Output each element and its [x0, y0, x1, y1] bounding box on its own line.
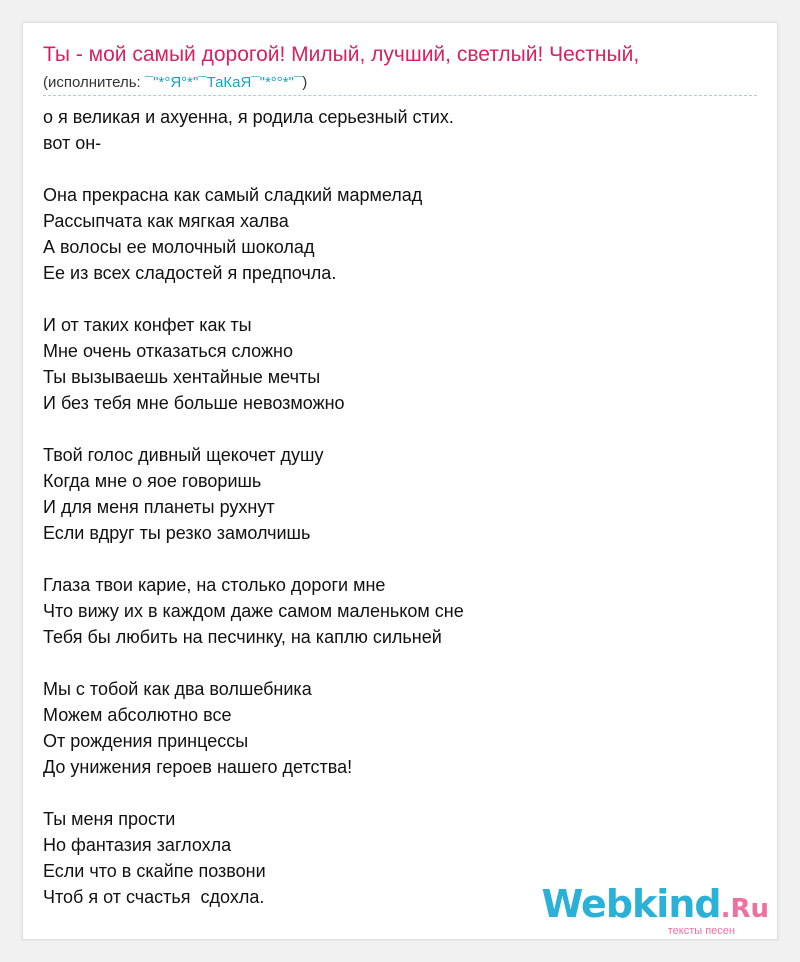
lyrics-line: Рассыпчата как мягкая халва	[43, 211, 289, 231]
lyrics-stanza	[43, 442, 464, 546]
lyrics-line: Можем абсолютно все	[43, 705, 232, 725]
lyrics-card	[22, 22, 778, 940]
lyrics-text	[43, 104, 464, 910]
artist-suffix: )	[302, 74, 308, 91]
lyrics-line: И без тебя мне больше невозможно	[43, 393, 345, 413]
site-logo[interactable]	[541, 884, 769, 937]
lyrics-line: Ты меня прости	[43, 809, 176, 829]
lyrics-line: От рождения принцессы	[43, 731, 249, 751]
artist-line	[43, 74, 307, 91]
lyrics-line: Но фантазия заглохла	[43, 835, 232, 855]
lyrics-stanza	[43, 572, 464, 650]
lyrics-line: Чтоб я от счастья сдохла.	[43, 887, 265, 907]
lyrics-line: Мне очень отказаться сложно	[43, 341, 293, 361]
lyrics-stanza	[43, 182, 464, 286]
lyrics-stanza	[43, 104, 464, 156]
lyrics-line: До унижения героев нашего детства!	[43, 757, 353, 777]
lyrics-line: Когда мне о яое говоришь	[43, 471, 262, 491]
lyrics-stanza	[43, 806, 464, 910]
lyrics-line: Если что в скайпе позвони	[43, 861, 266, 881]
lyrics-stanza	[43, 676, 464, 780]
logo-wordmark	[541, 884, 769, 929]
song-title: Ты - мой самый дорогой! Милый, лучший, светлый! Честный,	[43, 43, 640, 66]
lyrics-line: Если вдруг ты резко замолчишь	[43, 523, 311, 543]
lyrics-line: Что вижу их в каждом даже самом маленьком сне	[43, 601, 464, 621]
header-divider	[43, 95, 757, 96]
lyrics-line: о я великая и ахуенна, я родила серьезный стих.	[43, 107, 454, 127]
lyrics-line: И для меня планеты рухнут	[43, 497, 275, 517]
lyrics-line: Твой голос дивный щекочет душу	[43, 445, 324, 465]
lyrics-line: Мы с тобой как два волшебника	[43, 679, 312, 699]
lyrics-line: А волосы ее молочный шоколад	[43, 237, 315, 257]
logo-tagline: тексты песен	[667, 925, 735, 937]
logo-tld: .Ru	[720, 894, 769, 924]
lyrics-line: Ее из всех сладостей я предпочла.	[43, 263, 337, 283]
lyrics-line: Ты вызываешь хентайные мечты	[43, 367, 321, 387]
artist-prefix: (исполнитель:	[43, 74, 145, 91]
lyrics-stanza	[43, 312, 464, 416]
lyrics-line: Она прекрасна как самый сладкий мармелад	[43, 185, 423, 205]
lyrics-line: Глаза твои карие, на столько дороги мне	[43, 575, 386, 595]
lyrics-line: вот он-	[43, 133, 102, 153]
logo-name: Webkind	[541, 882, 721, 926]
artist-link[interactable]: ¯"*°Я°*"¯ТаКаЯ¯"*°°*"¯	[144, 74, 303, 91]
lyrics-line: Тебя бы любить на песчинку, на каплю сильней	[43, 627, 442, 647]
lyrics-line: И от таких конфет как ты	[43, 315, 252, 335]
